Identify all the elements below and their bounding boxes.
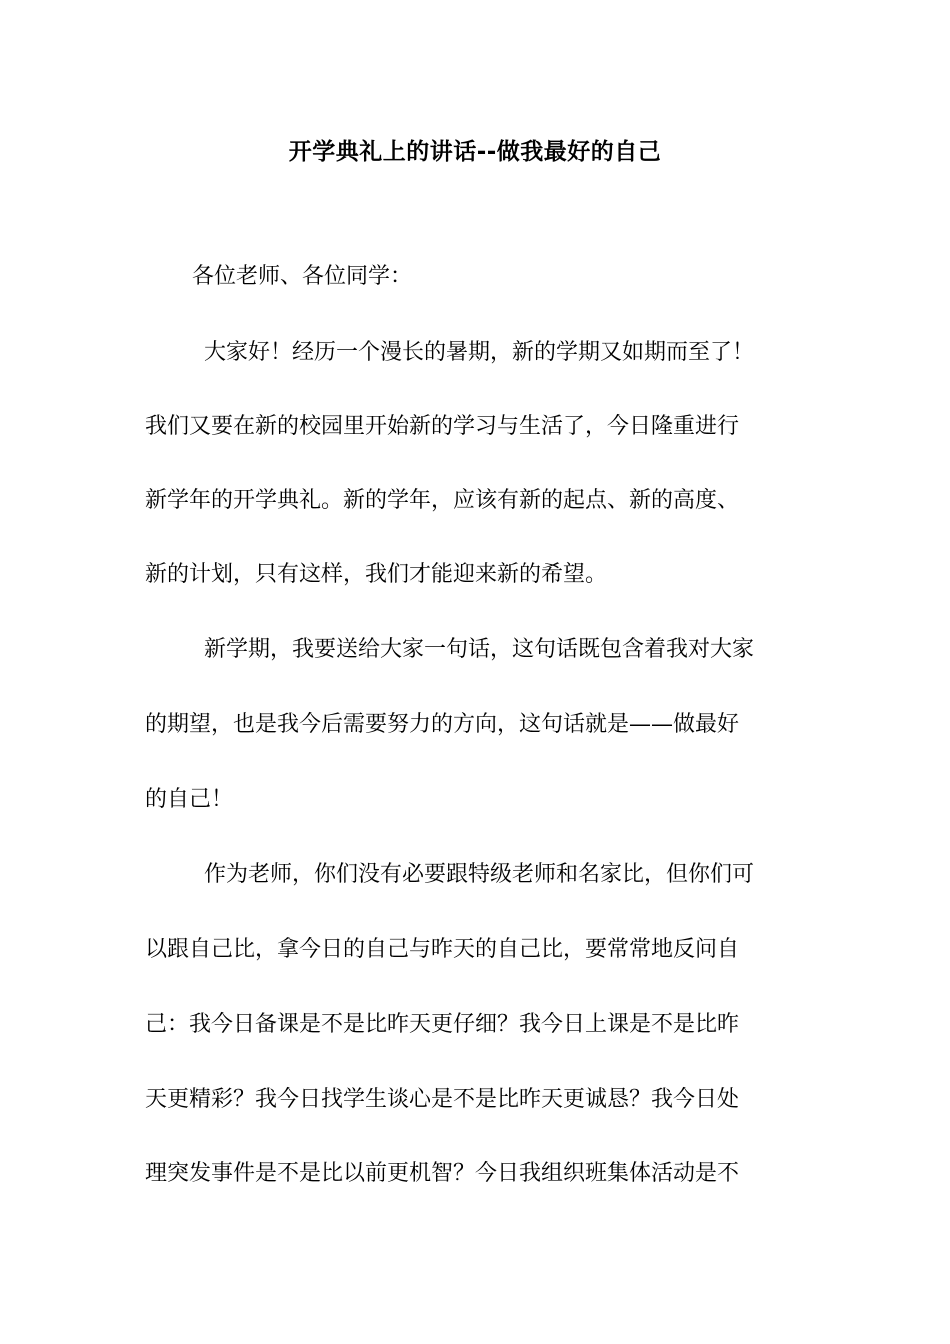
document-title: 开学典礼上的讲话--做我最好的自己 xyxy=(288,139,662,165)
paragraph-line: 我们又要在新的校园里开始新的学习与生活了，今日隆重进行 xyxy=(145,414,740,439)
paragraph-line: 新学期，我要送给大家一句话，这句话既包含着我对大家 xyxy=(204,637,755,662)
salutation: 各位老师、各位同学： xyxy=(192,264,413,289)
paragraph-line: 的自己！ xyxy=(145,787,234,812)
paragraph-line: 新学年的开学典礼。新的学年，应该有新的起点、新的高度、 xyxy=(145,488,740,513)
paragraph-line: 大家好！经历一个漫长的暑期，新的学期又如期而至了！ xyxy=(204,340,755,365)
paragraph-line: 的期望，也是我今后需要努力的方向，这句话就是——做最好 xyxy=(145,712,740,737)
paragraph-line: 天更精彩？我今日找学生谈心是不是比昨天更诚恳？我今日处 xyxy=(145,1087,740,1112)
paragraph-line: 新的计划，只有这样，我们才能迎来新的希望。 xyxy=(145,562,608,587)
paragraph-line: 己：我今日备课是不是比昨天更仔细？我今日上课是不是比昨 xyxy=(145,1012,740,1037)
paragraph-line: 作为老师，你们没有必要跟特级老师和名家比，但你们可 xyxy=(204,862,755,887)
paragraph-line: 理突发事件是不是比以前更机智？今日我组织班集体活动是不 xyxy=(145,1161,740,1186)
paragraph-line: 以跟自己比，拿今日的自己与昨天的自己比，要常常地反问自 xyxy=(145,937,740,962)
